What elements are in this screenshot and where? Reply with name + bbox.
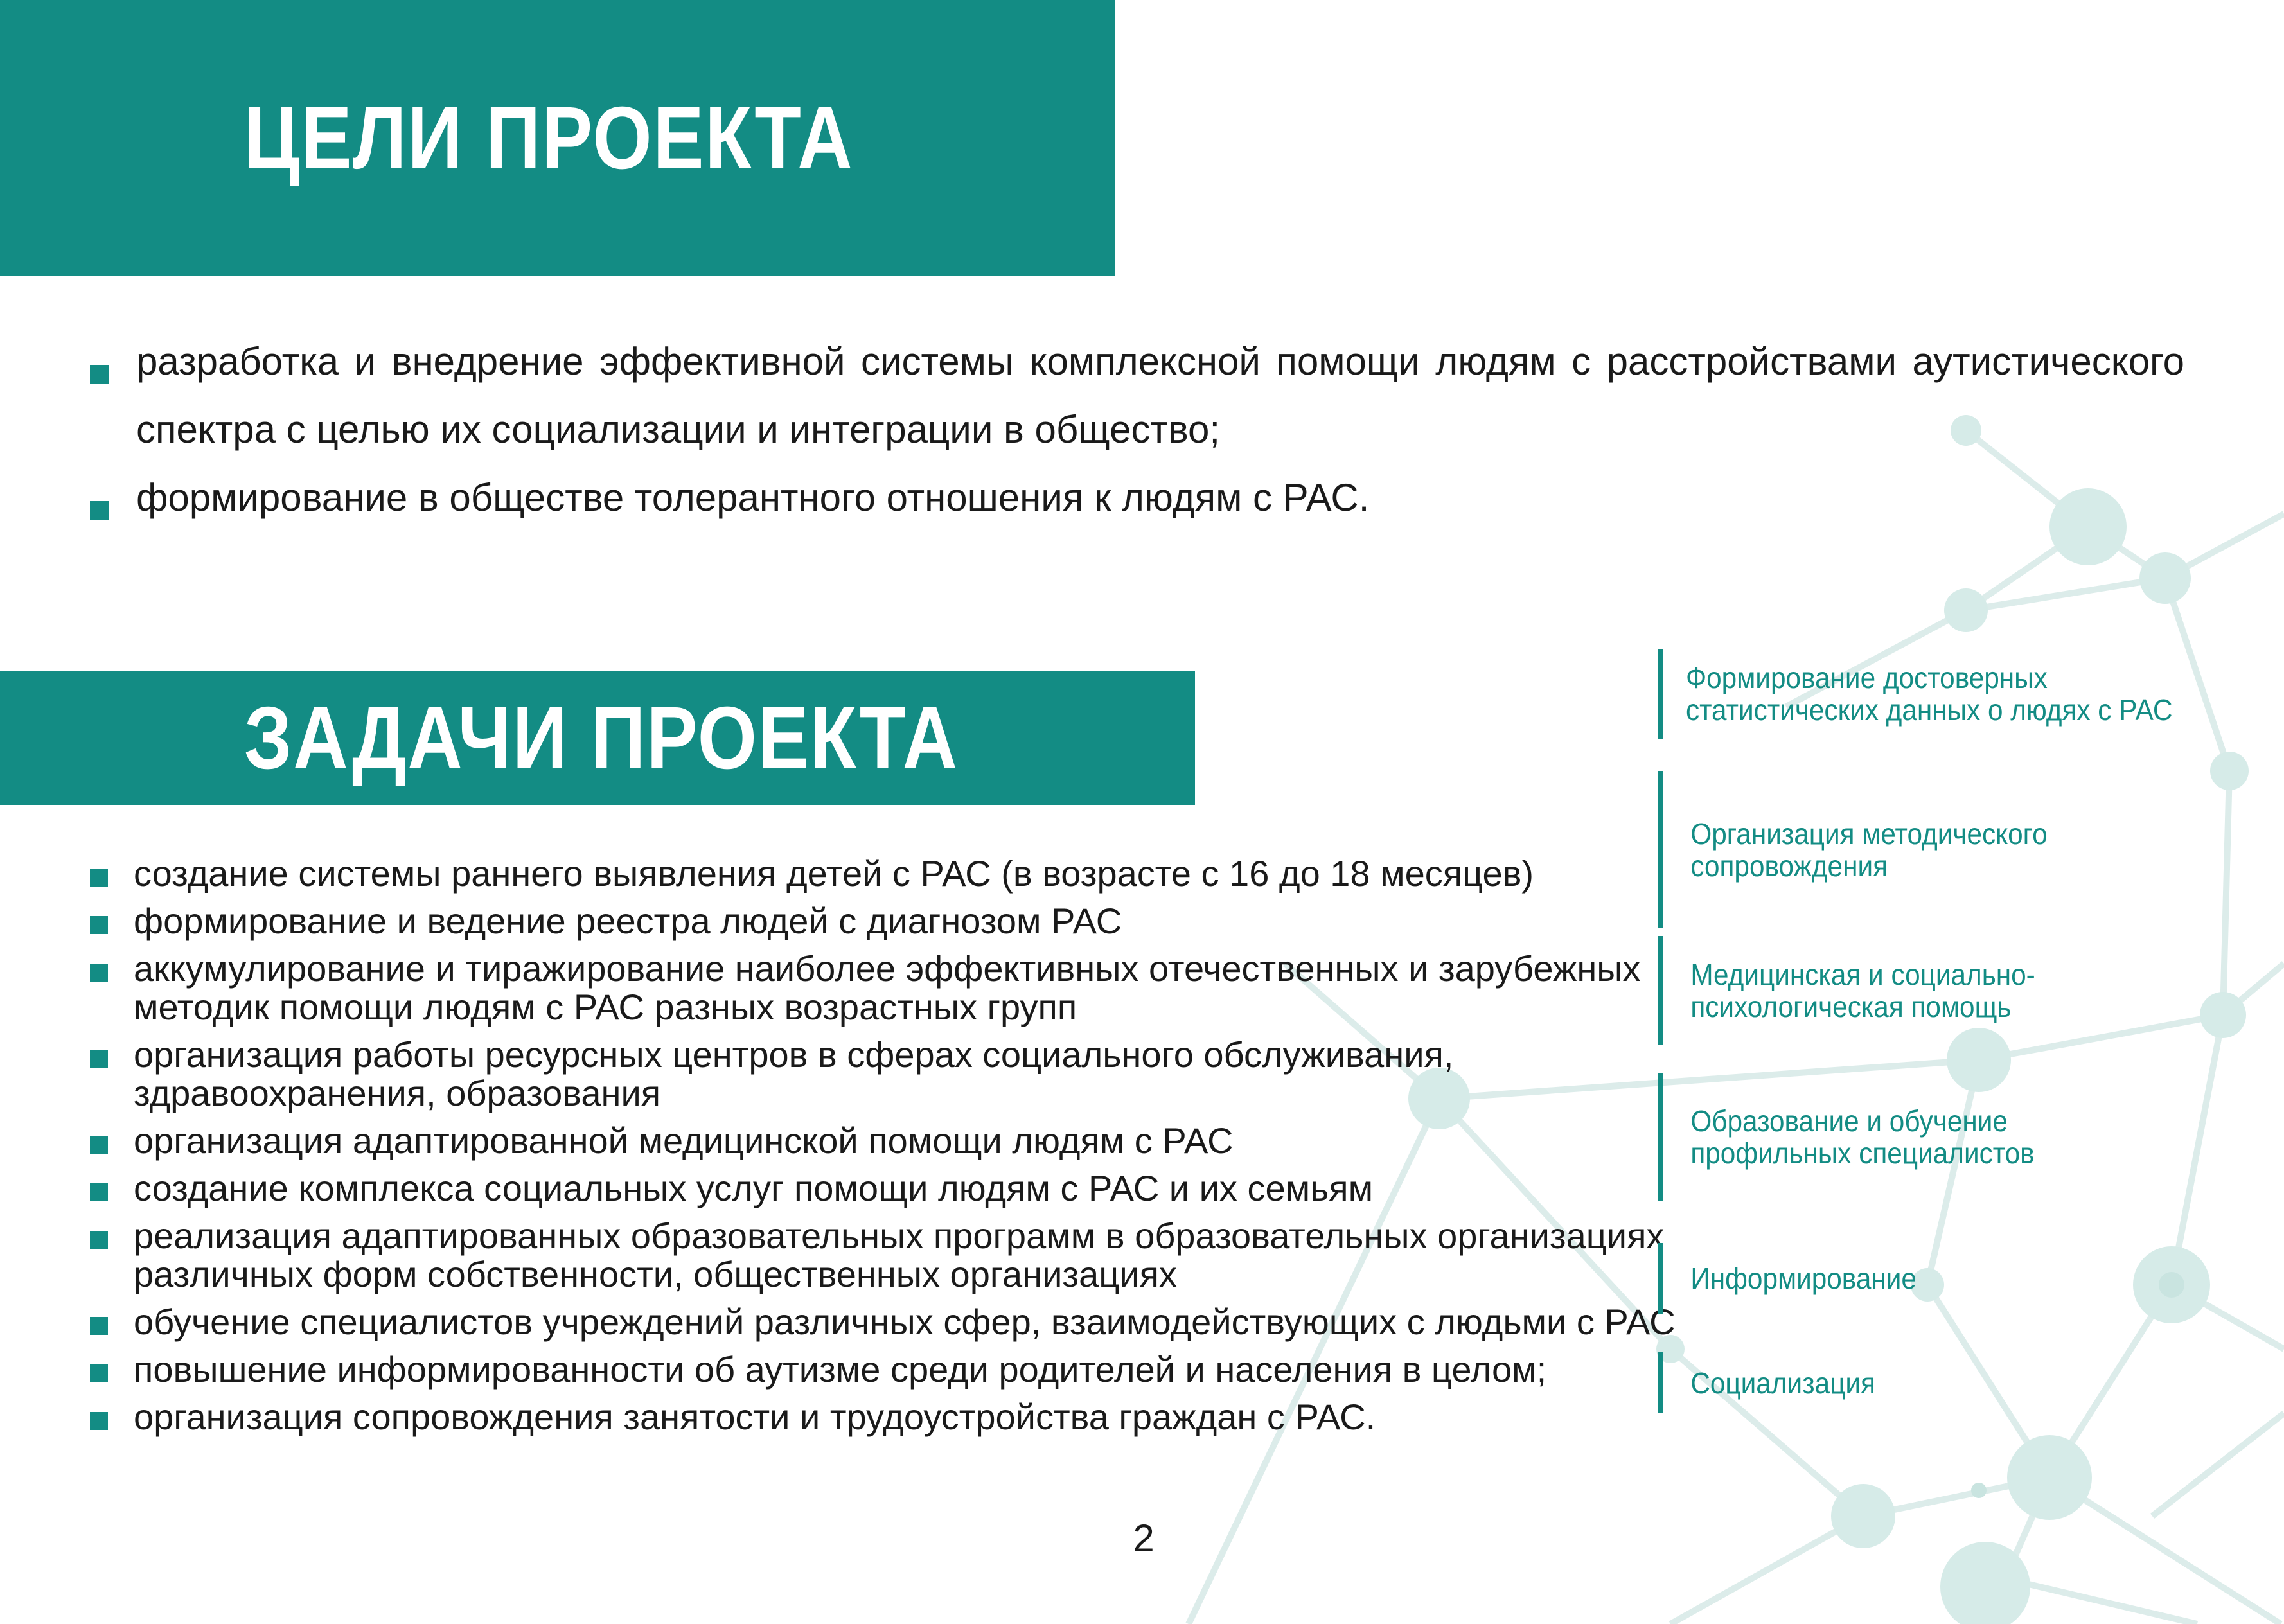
- direction-item: [1658, 1352, 2271, 1413]
- goal-item: [90, 464, 2184, 532]
- task-text: формирование и ведение реестра людей с диагнозом РАС: [134, 901, 1122, 941]
- task-text: организация сопровождения занятости и трудоустройства граждан с РАС.: [134, 1397, 1376, 1437]
- direction-item: [1658, 1243, 2271, 1314]
- goal-item: [90, 328, 2184, 464]
- square-bullet-icon: [90, 1231, 108, 1249]
- goal-text: разработка и внедрение эффективной системы комплексной помощи людям с расстройствами аутистического спектра с целью их социализации и интеграции в общество;: [136, 340, 2184, 451]
- direction-item: [1658, 936, 2271, 1045]
- square-bullet-icon: [90, 1136, 108, 1154]
- direction-item: [1658, 649, 2266, 739]
- square-bullet-icon: [90, 1183, 108, 1201]
- square-bullet-icon: [90, 916, 108, 934]
- tasks-title: ЗАДАЧИ ПРОЕКТА: [244, 688, 959, 788]
- square-bullet-icon: [90, 869, 108, 887]
- page-number: 2: [1133, 1517, 1155, 1560]
- task-text: повышение информированности об аутизме среди родителей и населения в целом;: [134, 1349, 1547, 1390]
- tasks-banner: [0, 671, 1195, 805]
- task-text: организация адаптированной медицинской помощи людям с РАС: [134, 1120, 1234, 1161]
- task-item: [90, 1302, 1676, 1342]
- task-text: создание системы раннего выявления детей с РАС (в возрасте с 16 до 18 месяцев): [134, 853, 1534, 894]
- goals-title: ЦЕЛИ ПРОЕКТА: [244, 88, 854, 188]
- direction-label: Образование и обучение профильных специалистов: [1690, 1104, 2035, 1170]
- tasks-list: [90, 853, 1676, 1445]
- square-bullet-icon: [90, 964, 108, 982]
- task-item: [90, 1398, 1670, 1436]
- task-item: [90, 1122, 1670, 1160]
- square-bullet-icon: [90, 1412, 108, 1430]
- task-text: обучение специалистов учреждений различных сфер, взаимодействующих с людьми с РАС: [134, 1302, 1676, 1342]
- task-text: аккумулирование и тиражирование наиболее эффективных отечественных и зарубежных методик помощи людям с РАС разных возрастных групп: [134, 948, 1641, 1027]
- task-item: [90, 1217, 1670, 1294]
- direction-item: [1658, 1073, 2271, 1201]
- task-item: [90, 1350, 1670, 1389]
- direction-item: [1658, 771, 2271, 928]
- goals-list: [90, 328, 2184, 532]
- task-item: [90, 949, 1670, 1027]
- square-bullet-icon: [90, 1364, 108, 1382]
- task-item: [90, 854, 1670, 893]
- direction-label: Медицинская и социально- психологическая помощь: [1690, 958, 2035, 1023]
- task-text: организация работы ресурсных центров в сферах социального обслуживания, здравоохранения, образования: [134, 1034, 1454, 1113]
- task-text: создание комплекса социальных услуг помощи людям с РАС и их семьям: [134, 1168, 1374, 1208]
- task-text: реализация адаптированных образовательных программ в образовательных организациях различных форм собственности, общественных организациях: [134, 1215, 1665, 1294]
- task-item: [90, 902, 1670, 940]
- square-bullet-icon: [90, 365, 109, 384]
- direction-label: Формирование достоверных статистических данных о людях с РАС: [1685, 661, 2173, 727]
- direction-label: Информирование: [1690, 1262, 1917, 1295]
- goals-banner: [0, 0, 1115, 276]
- square-bullet-icon: [90, 1050, 108, 1068]
- goal-text: формирование в обществе толерантного отношения к людям с РАС.: [136, 476, 1370, 519]
- task-item: [90, 1169, 1670, 1208]
- square-bullet-icon: [90, 501, 109, 520]
- square-bullet-icon: [90, 1317, 108, 1335]
- task-item: [90, 1036, 1670, 1113]
- direction-label: Социализация: [1690, 1366, 1875, 1400]
- direction-label: Организация методического сопровождения: [1690, 816, 2048, 883]
